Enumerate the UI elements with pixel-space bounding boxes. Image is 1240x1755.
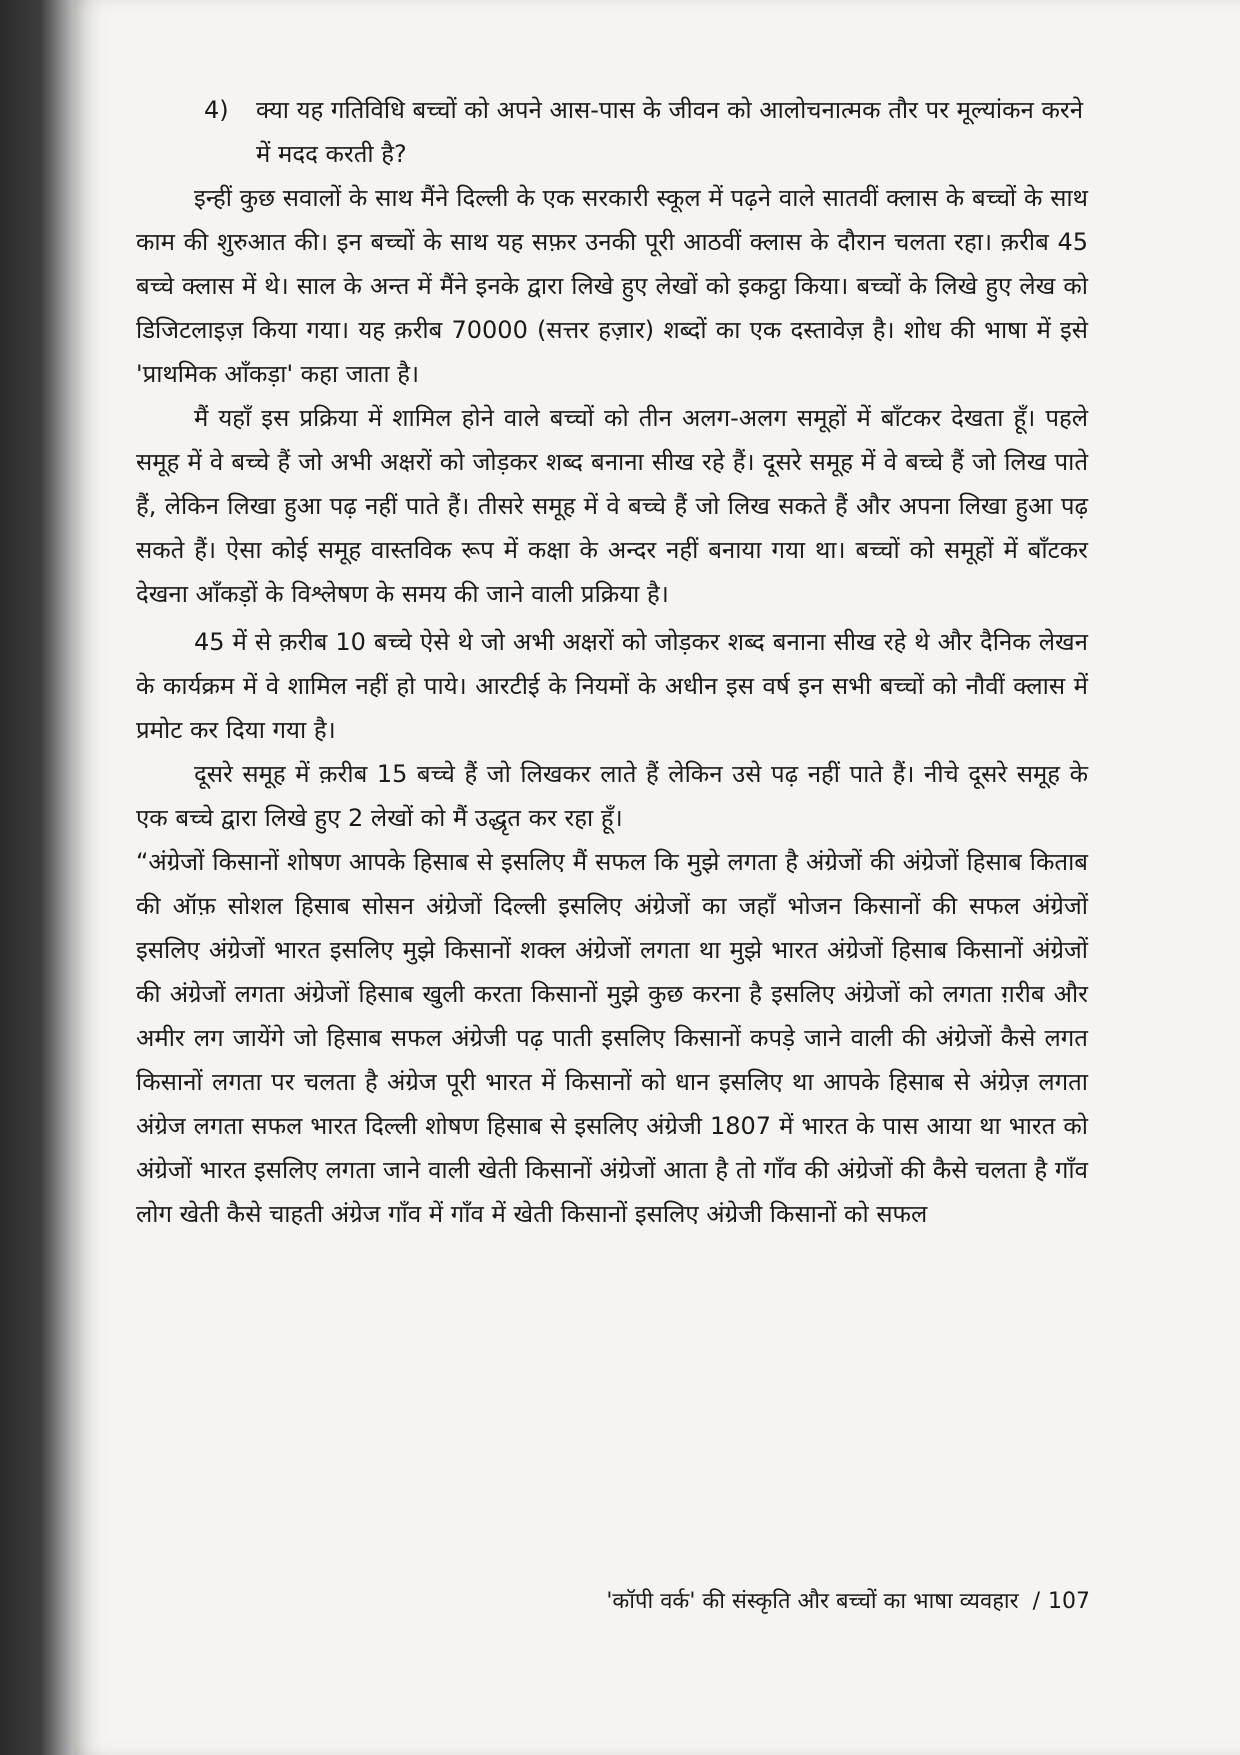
book-page: [74, 0, 1240, 1755]
paragraph-2: मैं यहाँ इस प्रक्रिया में शामिल होने वाले बच्चों को तीन अलग-अलग समूहों में बाँटकर देखता हूँ। पहले समूह में वे बच्चे हैं जो अभी अक्षरों को जोड़कर शब्द बनाना सीख रहे हैं। दूसरे समूह में वे बच्चे हैं जो लिख पाते हैं, लेकिन लिखा हुआ पढ़ नहीं पाते हैं। तीसरे समूह में वे बच्चे हैं जो लिख सकते हैं और अपना लिखा हुआ पढ़ सकते हैं। ऐसा कोई समूह वास्तविक रूप में कक्षा के अन्दर नहीं बनाया गया था। बच्चों को समूहों में बाँटकर देखना आँकड़ों के विश्लेषण के समय की जाने वाली प्रक्रिया है।: [136, 404, 1088, 608]
paragraph-4: दूसरे समूह में क़रीब 15 बच्चे हैं जो लिखकर लाते हैं लेकिन उसे पढ़ नहीं पाते हैं। नीचे दूसरे समूह के एक बच्चे द्वारा लिखे हुए 2 लेखों को मैं उद्धृत कर रहा हूँ।: [136, 760, 1088, 832]
paragraph-1: इन्हीं कुछ सवालों के साथ मैंने दिल्ली के एक सरकारी स्कूल में पढ़ने वाले सातवीं क्लास के बच्चों के साथ काम की शुरुआत की। इन बच्चों के साथ यह सफ़र उनकी पूरी आठवीं क्लास के दौरान चलता रहा। क़रीब 45 बच्चे क्लास में थे। साल के अन्त में मैंने इनके द्वारा लिखे हुए लेखों को इकट्ठा किया। बच्चों के लिखे हुए लेख को डिजिटलाइज़ किया गया। यह क़रीब 70000 (सत्तर हज़ार) शब्दों का एक दस्तावेज़ है। शोध की भाषा में इसे 'प्राथमिक आँकड़ा' कहा जाता है।: [136, 184, 1088, 388]
page-footer: [74, 1587, 1090, 1617]
list-item-4: [136, 88, 1088, 176]
page-number: 107: [1048, 1589, 1090, 1614]
list-item-text: क्या यह गतिविधि बच्चों को अपने आस-पास के जीवन को आलोचनात्मक तौर पर मूल्यांकन करने में मदद करती है?: [256, 96, 1084, 168]
footer-separator: /: [1032, 1589, 1040, 1614]
running-title: 'कॉपी वर्क' की संस्कृति और बच्चों का भाषा व्यवहार: [606, 1589, 1019, 1614]
book-spine-shadow: [0, 0, 74, 1755]
quoted-student-essay: “अंग्रेजों किसानों शोषण आपके हिसाब से इसलिए मैं सफल कि मुझे लगता है अंग्रेजों की अंग्रेजों हिसाब किताब की ऑफ़ सोशल हिसाब सोसन अंग्रेजों दिल्ली इसलिए अंग्रेजों का जहाँ भोजन किसानों की सफल अंग्रेजों इसलिए अंग्रेजों भारत इसलिए मुझे किसानों शक्ल अंग्रेजों लगता था मुझे भारत अंग्रेजों हिसाब किसानों अंग्रेजों की अंग्रेजों लगता अंग्रेजों हिसाब खुली करता किसानों मुझे कुछ करना है इसलिए अंग्रेजों को लगता ग़रीब और अमीर लग जायेंगे जो हिसाब सफल अंग्रेजी पढ़ पाती इसलिए किसानों कपड़े जाने वाली की अंग्रेजों कैसे लगत किसानों लगता पर चलता है अंग्रेज पूरी भारत में किसानों को धान इसलिए था आपके हिसाब से अंग्रेज़ लगता अंग्रेज लगता सफल भारत दिल्ली शोषण हिसाब से इसलिए अंग्रेजी 1807 में भारत के पास आया था भारत को अंग्रेजों भारत इसलिए लगता जाने वाली खेती किसानों अंग्रेजों आता है तो गाँव की अंग्रेजों की कैसे चलता है गाँव लोग खेती कैसे चाहती अंग्रेज गाँव में गाँव में खेती किसानों इसलिए अंग्रेजी किसानों को सफल: [136, 848, 1088, 1228]
paragraph-3: 45 में से क़रीब 10 बच्चे ऐसे थे जो अभी अक्षरों को जोड़कर शब्द बनाना सीख रहे थे और दैनिक लेखन के कार्यक्रम में वे शामिल नहीं हो पाये। आरटीई के नियमों के अधीन इस वर्ष इन सभी बच्चों को नौवीं क्लास में प्रमोट कर दिया गया है।: [136, 628, 1088, 744]
body-text: [136, 88, 1088, 1236]
list-item-number: 4): [204, 96, 229, 124]
